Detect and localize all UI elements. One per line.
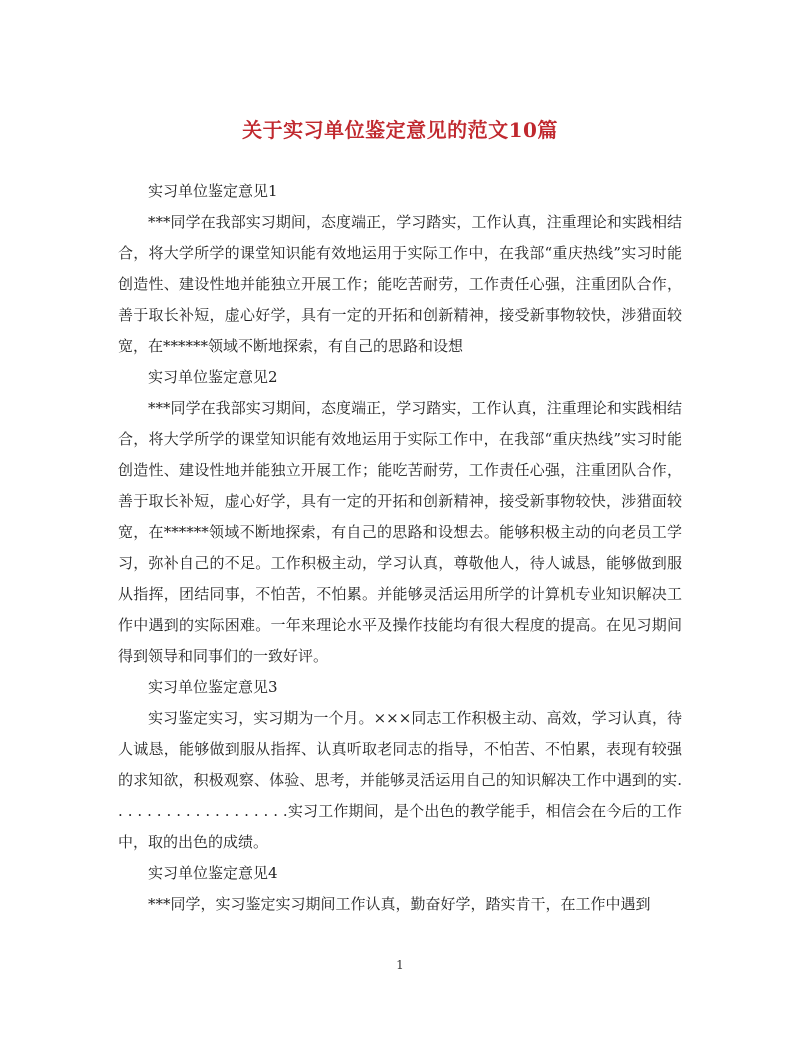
section-heading-4: 实习单位鉴定意见4: [148, 864, 278, 882]
section-body-1: ***同学在我部实习期间，态度端正，学习踏实，工作认真，注重理论和实践相结合，将大学所学的课堂知识能有效地运用于实际工作中，在我部“重庆热线”实习时能创造性、建设性地并能独立开展工作；能吃苦耐劳，工作责任心强，注重团队合作，善于取长补短，虚心好学，具有一定的开拓和创新精神，接受新事物较快，涉猎面较宽，在******领域不断地探索，有自己的思路和设想: [118, 213, 682, 355]
section-heading-3: 实习单位鉴定意见3: [148, 678, 278, 696]
section-body-4: ***同学，实习鉴定实习期间工作认真，勤奋好学，踏实肯干，在工作中遇到: [148, 895, 651, 913]
document-body: [118, 176, 682, 920]
section-heading-1: 实习单位鉴定意见1: [148, 182, 278, 200]
document-title: 关于实习单位鉴定意见的范文10篇: [242, 118, 558, 142]
section-body-3: 实习鉴定实习，实习期为一个月。×××同志工作积极主动、高效，学习认真，待人诚恳，能够做到服从指挥、认真听取老同志的指导，不怕苦、不怕累，表现有较强的求知欲，积极观察、体验、思考，并能够灵活运用自己的知识解决工作中遇到的实. . . . . . . . . . . . . . . . . . .实习工作期间，是个出色的教学能手，相信会在今后的工作中，取的出色的成绩。: [118, 709, 682, 851]
section-body-2: ***同学在我部实习期间，态度端正，学习踏实，工作认真，注重理论和实践相结合，将大学所学的课堂知识能有效地运用于实际工作中，在我部“重庆热线”实习时能创造性、建设性地并能独立开展工作；能吃苦耐劳，工作责任心强，注重团队合作，善于取长补短，虚心好学，具有一定的开拓和创新精神，接受新事物较快，涉猎面较宽，在******领域不断地探索，有自己的思路和设想去。能够积极主动的向老员工学习，弥补自己的不足。工作积极主动，学习认真，尊敬他人，待人诚恳，能够做到服从指挥，团结同事，不怕苦，不怕累。并能够灵活运用所学的计算机专业知识解决工作中遇到的实际困难。一年来理论水平及操作技能均有很大程度的提高。在见习期间得到领导和同事们的一致好评。: [118, 399, 682, 665]
section-heading-2: 实习单位鉴定意见2: [148, 368, 278, 386]
page-number: 1: [396, 958, 404, 972]
